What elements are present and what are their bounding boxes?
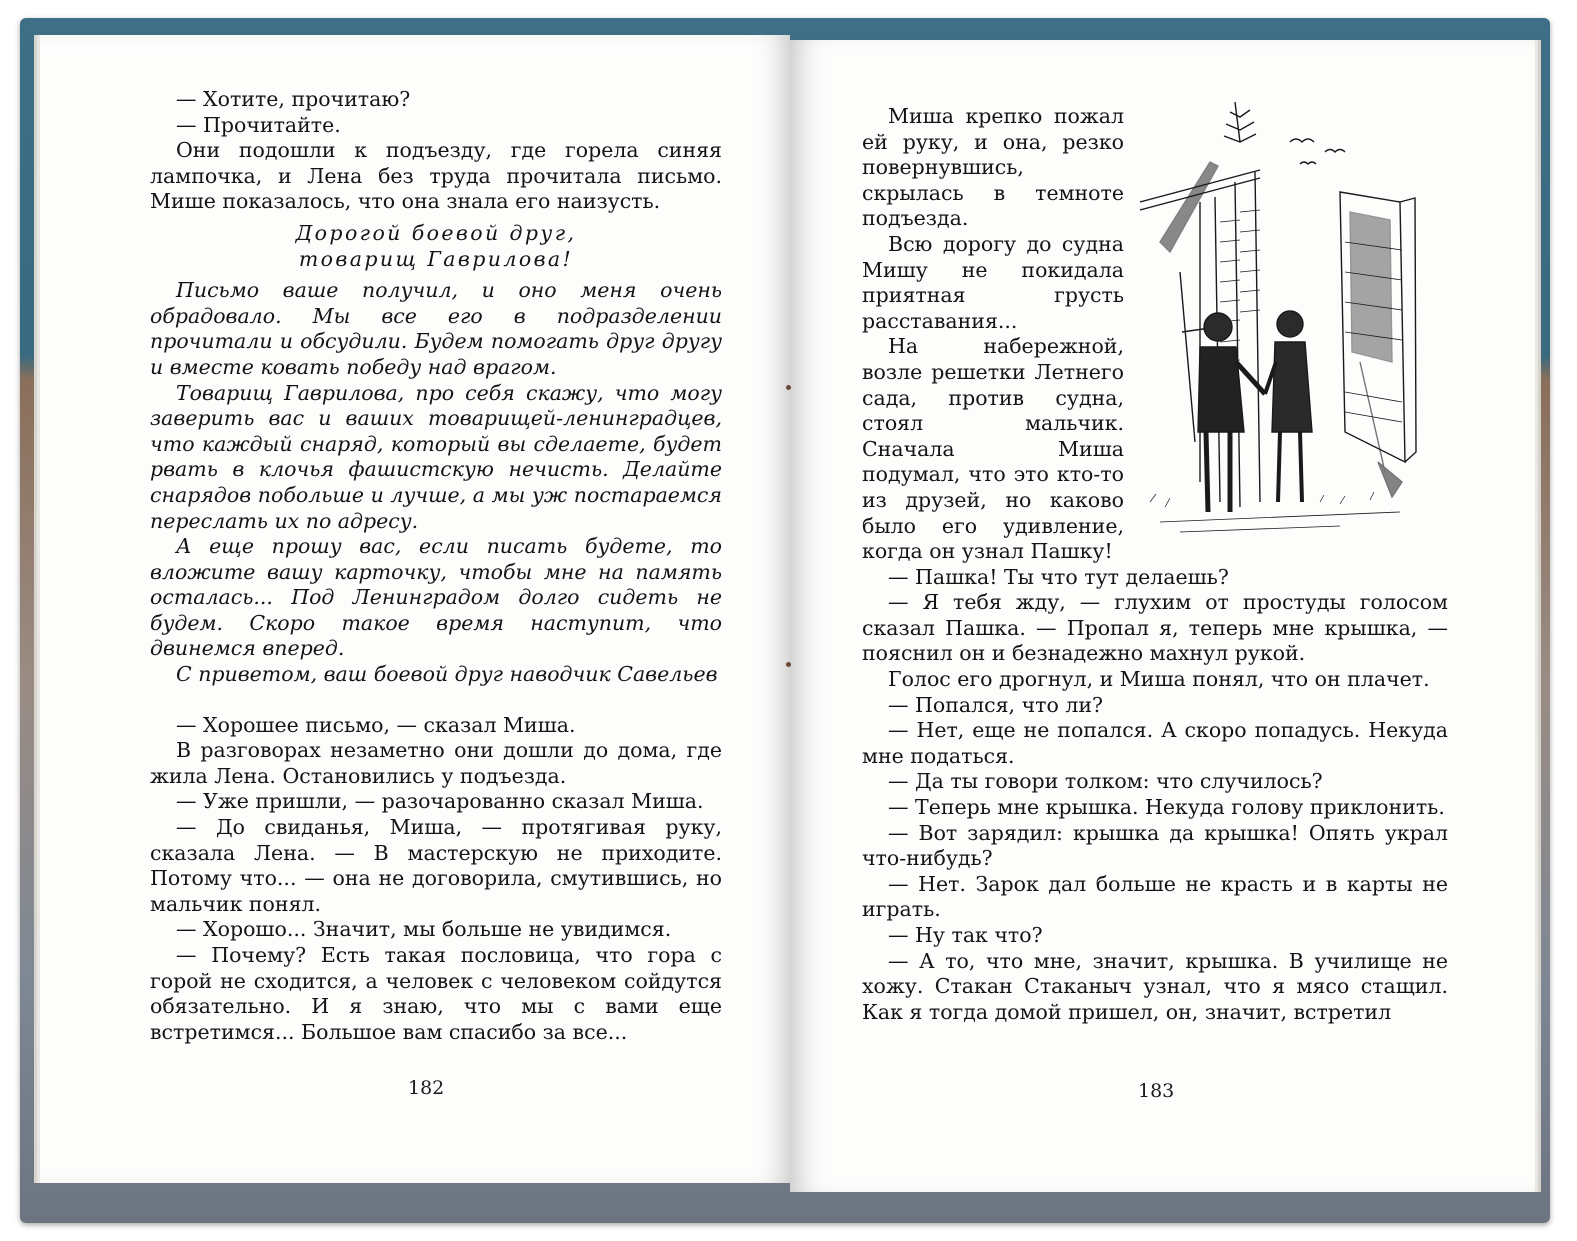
illustration-handshake <box>1140 102 1418 534</box>
paragraph: Голос его дрогнул, и Миша понял, что он плачет. <box>888 667 1430 692</box>
left-page <box>40 35 790 1183</box>
paragraph: — Нет, еще не попался. А скоро попадусь. Некуда мне податься. <box>862 718 1448 768</box>
paragraph: Миша крепко пожал ей руку, и она, резко повернувшись, скрылась в темноте подъезда. <box>862 104 1124 231</box>
paragraph: — А то, что мне, значит, крышка. В училище не хожу. Стакан Стаканыч узнал, что я мясо стащил. Как я тогда домой пришел, он, значит, встретил <box>862 948 1448 1024</box>
page-number: 182 <box>408 1077 445 1099</box>
paragraph: — Я тебя жду, — глухим от простуды голосом сказал Пашка. — Пропал я, теперь мне крышка, — пояснил он и безнадежно махнул рукой. <box>862 590 1448 666</box>
spine-thread <box>786 662 791 667</box>
salutation-line: товарищ Гаврилова! <box>298 246 574 271</box>
letter-paragraph: Товарищ Гаврилова, про себя скажу, что могу заверить вас и ваших товарищей-ленинградцев, что каждый снаряд, который вы сделаете, будет рвать в клочья фашистскую нечисть. Делайте снарядов побольше и лучше, а мы уж постараемся переслать их по адресу. <box>150 380 722 533</box>
paragraph: На набережной, возле решетки Летнего сада, против судна, стоял мальчик. Сначала Миша подумал, что это кто-то из друзей, но каково было его удивление, когда он узнал Пашку! <box>862 334 1124 564</box>
paragraph: Всю дорогу до судна Мишу не покидала приятная грусть расставания... <box>862 231 1124 333</box>
paragraph: В разговорах незаметно они дошли до дома, где жила Лена. Остановились у подъезда. <box>150 738 722 788</box>
paragraph: — Хорошее письмо, — сказал Миша. <box>176 712 576 737</box>
paragraph: — Хорошо... Значит, мы больше не увидимся. <box>176 917 672 942</box>
paragraph: — До свиданья, Миша, — протягивая руку, сказала Лена. — В мастерскую не приходите. Потому что... — она не договорила, смутившись, но мальчик понял. <box>150 815 722 916</box>
left-page-text <box>150 87 722 1045</box>
paragraph: — Пашка! Ты что тут делаешь? <box>888 564 1229 589</box>
letter-paragraph: Письмо ваше получил, и оно меня очень обрадовало. Мы все его в подразделении прочитали и обсудили. Будем помогать друг другу и вместе ковать победу над врагом. <box>150 278 722 379</box>
text-beside-illustration <box>862 104 1124 565</box>
paragraph: — Ну так что? <box>888 923 1043 947</box>
letter-paragraph: А еще прошу вас, если писать будете, то вложите вашу карточку, чтобы мне на память осталась... Под Ленинградом долго сидеть не будем. Скоро такое время наступит, что двинемся вперед. <box>150 534 722 661</box>
paragraph: — Вот зарядил: крышка да крышка! Опять украл что-нибудь? <box>862 820 1448 871</box>
paragraph: — Прочитайте. <box>176 112 341 137</box>
paragraph: — Теперь мне крышка. Некуда голову приклонить. <box>888 795 1445 820</box>
letter-signature: С приветом, ваш боевой друг наводчик Савельев <box>176 662 718 687</box>
salutation-line: Дорогой боевой друг, <box>295 220 577 245</box>
paragraph: — Уже пришли, — разочарованно сказал Миша. <box>176 789 704 814</box>
letter-salutation <box>150 221 722 272</box>
spine-thread <box>786 385 791 390</box>
right-page <box>790 40 1535 1192</box>
paragraph: — Нет. Зарок дал больше не красть и в карты не играть. <box>862 871 1448 922</box>
paragraph: — Да ты говори толком: что случилось? <box>888 769 1323 794</box>
paragraph: — Попался, что ли? <box>888 692 1104 717</box>
page-number: 183 <box>1138 1080 1175 1102</box>
paragraph: — Хотите, прочитаю? <box>176 87 411 111</box>
paragraph: Они подошли к подъезду, где горела синяя лампочка, и Лена без труда прочитала письмо. Мише показалось, что она знала его наизусть. <box>150 138 722 214</box>
paragraph: — Почему? Есть такая пословица, что гора с горой не сходится, а человек с человеком сойдутся обязательно. И я знаю, что мы с вами еще встретимся... Большое вам спасибо за все... <box>150 943 722 1044</box>
